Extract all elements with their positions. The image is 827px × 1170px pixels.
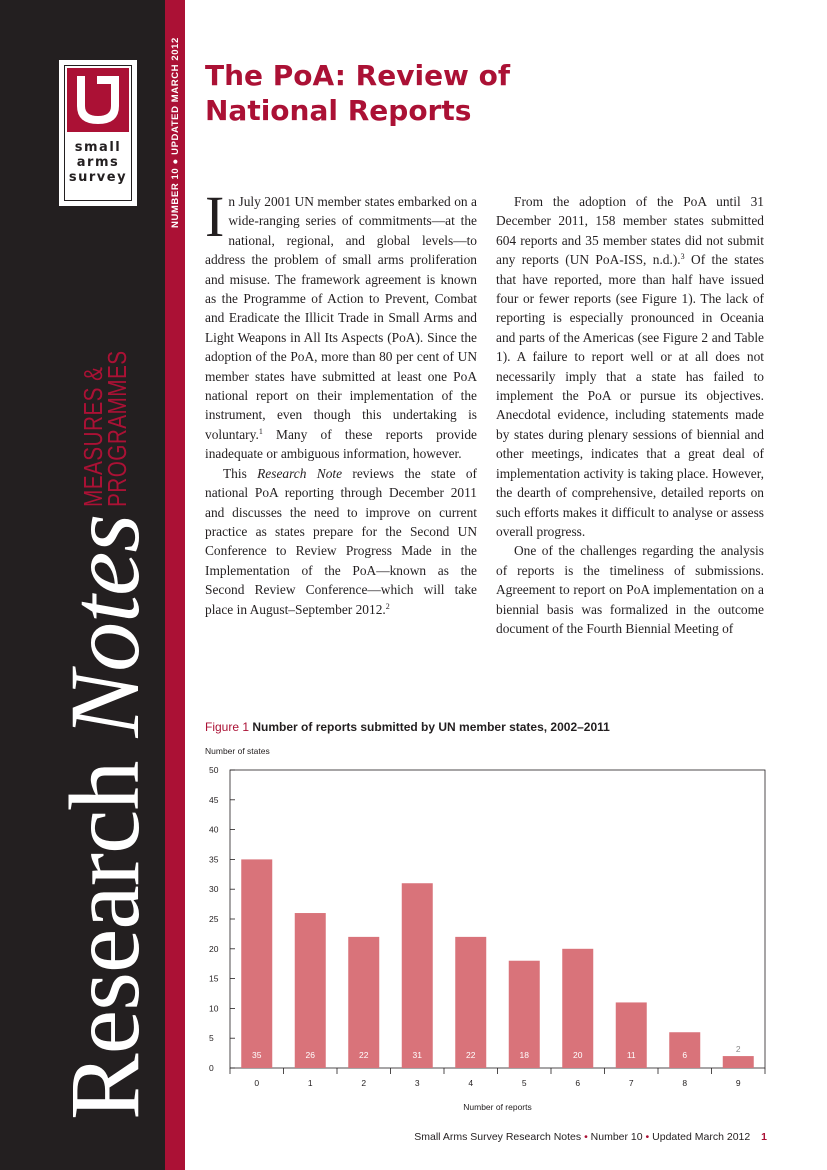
bar-chart bbox=[195, 740, 785, 1120]
series-title-vertical bbox=[45, 120, 165, 1120]
bar-value-label: 20 bbox=[573, 1050, 583, 1060]
series-subtitle-line1: MEASURES & bbox=[78, 366, 108, 507]
x-tick-label: 7 bbox=[628, 1078, 634, 1088]
y-tick-label: 10 bbox=[209, 1003, 219, 1014]
bars bbox=[241, 859, 754, 1068]
x-tick-label: 0 bbox=[254, 1078, 260, 1088]
bar-value-label: 26 bbox=[305, 1050, 315, 1060]
bar-value-label: 31 bbox=[412, 1050, 422, 1060]
x-tick-label: 3 bbox=[414, 1078, 420, 1088]
paragraph: In July 2001 UN member states embarked on a wide-ranging series of commitments—at the national, regional, and global levels—to address the problem of small arms proliferation and misuse. The framework agreement is known as the Programme of Action to Prevent, Combat and Eradicate the Illicit Trade in Small Arms and Light Weapons in All Its Aspects (PoA). Since the adoption of the PoA, more than 80 per cent of UN member states have submitted at least one PoA national report on their implementation of the instrument, even though this undertaking is voluntary.$^1$ Many of these reports provide inadequate or ambiguous information, however. bbox=[205, 184, 477, 462]
x-tick-label: 4 bbox=[468, 1078, 474, 1088]
y-tick-label: 45 bbox=[209, 794, 219, 805]
bar bbox=[723, 1056, 754, 1068]
y-tick-label: 40 bbox=[209, 824, 219, 835]
page-title: The PoA: Review of National Reports bbox=[205, 59, 511, 127]
figure-label: Figure 1 bbox=[205, 720, 250, 734]
bar-value-label: 2 bbox=[735, 1044, 741, 1055]
bullet-separator: • bbox=[645, 1131, 650, 1143]
paragraph: One of the challenges regarding the analysis of reports is the timeliness of submissions. Agreement to report on PoA implementation on a biennial basis was formalized in the outcome document of the Fourth Biennial Meeting of bbox=[496, 543, 764, 636]
bar-value-label: 35 bbox=[252, 1050, 262, 1060]
x-tick-label: 8 bbox=[682, 1078, 688, 1088]
y-tick-label: 50 bbox=[209, 765, 219, 775]
bullet-separator: • bbox=[584, 1131, 588, 1143]
y-tick-label: 5 bbox=[209, 1033, 214, 1044]
footer-date: Updated March 2012 bbox=[652, 1131, 751, 1143]
text-column-left bbox=[205, 184, 478, 619]
logo-line: arms bbox=[76, 155, 120, 170]
bar-value-label: 6 bbox=[682, 1050, 688, 1060]
x-tick-label: 6 bbox=[575, 1078, 581, 1088]
bar bbox=[295, 913, 326, 1068]
x-axis bbox=[230, 1068, 765, 1088]
x-tick-label: 1 bbox=[307, 1078, 313, 1088]
footnote-ref: 3 bbox=[680, 252, 685, 262]
page-footer bbox=[414, 1131, 767, 1143]
footnote-ref: 2 bbox=[385, 601, 390, 611]
bar-value-label: 22 bbox=[466, 1050, 476, 1060]
bar-value-label: 11 bbox=[626, 1050, 636, 1060]
series-title-italic: Notes bbox=[49, 514, 160, 738]
logo-line: survey bbox=[68, 170, 128, 185]
text-column-right bbox=[496, 192, 764, 638]
issue-strip-text: NUMBER 10 ● UPDATED MARCH 2012 bbox=[170, 37, 181, 228]
x-tick-label: 2 bbox=[361, 1078, 367, 1088]
y-axis-label: Number of states bbox=[205, 746, 270, 756]
bar bbox=[348, 937, 379, 1068]
figure-caption bbox=[205, 720, 610, 734]
footer-number: Number 10 bbox=[590, 1131, 643, 1143]
bar bbox=[402, 883, 433, 1068]
figure-title: Number of reports submitted by UN member states, 2002–2011 bbox=[252, 720, 610, 734]
drop-cap: I bbox=[205, 184, 225, 249]
paragraph: This Research Note reviews the state of national PoA reporting through December 2011 and discusses the need to improve on current practice as states prepare for the Second UN Conference to Review Progress Made in the Implementation of the PoA—known as the Second Review Conference—which will take place in August–September 2012.$^2$ bbox=[205, 465, 478, 617]
y-tick-label: 20 bbox=[209, 943, 219, 954]
bar bbox=[455, 937, 486, 1068]
series-title-main: Research Notes bbox=[49, 514, 160, 1120]
bar bbox=[241, 859, 272, 1068]
y-tick-label: 35 bbox=[209, 854, 219, 865]
x-tick-label: 5 bbox=[521, 1078, 527, 1088]
y-tick-label: 0 bbox=[209, 1063, 214, 1073]
series-subtitle bbox=[78, 350, 132, 507]
x-tick-label: 9 bbox=[735, 1078, 741, 1088]
bar-value-label: 18 bbox=[519, 1050, 529, 1060]
y-tick-label: 25 bbox=[209, 914, 219, 924]
footer-publication: Small Arms Survey Research Notes bbox=[414, 1131, 582, 1143]
paragraph: From the adoption of the PoA until 31 December 2011, 158 member states submitted 604 reports and 35 member states did not submit any reports (UN PoA-ISS, n.d.).$^3$ Of the states that have reported, more than half have issued four or fewer reports (see Figure 1). The lack of reporting is especially pronounced in Oceania and parts of the Americas (see Figure 2 and Table 1). A failure to report well or at all does not necessarily imply that a state has failed to implement the PoA or pursue its objectives. Anecdotal evidence, including statements made by states during plenary sessions of biennial and other meetings, indicates that a great deal of implementation activity is taking place. However, the dearth of comprehensive, detailed reports on such efforts makes it difficult to analyse or assess overall progress. bbox=[496, 194, 764, 539]
bar-value-label: 22 bbox=[359, 1050, 369, 1060]
x-axis-label: Number of reports bbox=[463, 1102, 532, 1112]
y-tick-label: 15 bbox=[209, 973, 219, 984]
logo-line: small bbox=[74, 140, 122, 155]
footnote-ref: 1 bbox=[258, 426, 263, 436]
y-axis bbox=[209, 765, 235, 1073]
series-subtitle-line2: PROGRAMMES bbox=[102, 350, 132, 507]
page-number: 1 bbox=[761, 1131, 767, 1143]
y-tick-label: 30 bbox=[209, 884, 219, 895]
